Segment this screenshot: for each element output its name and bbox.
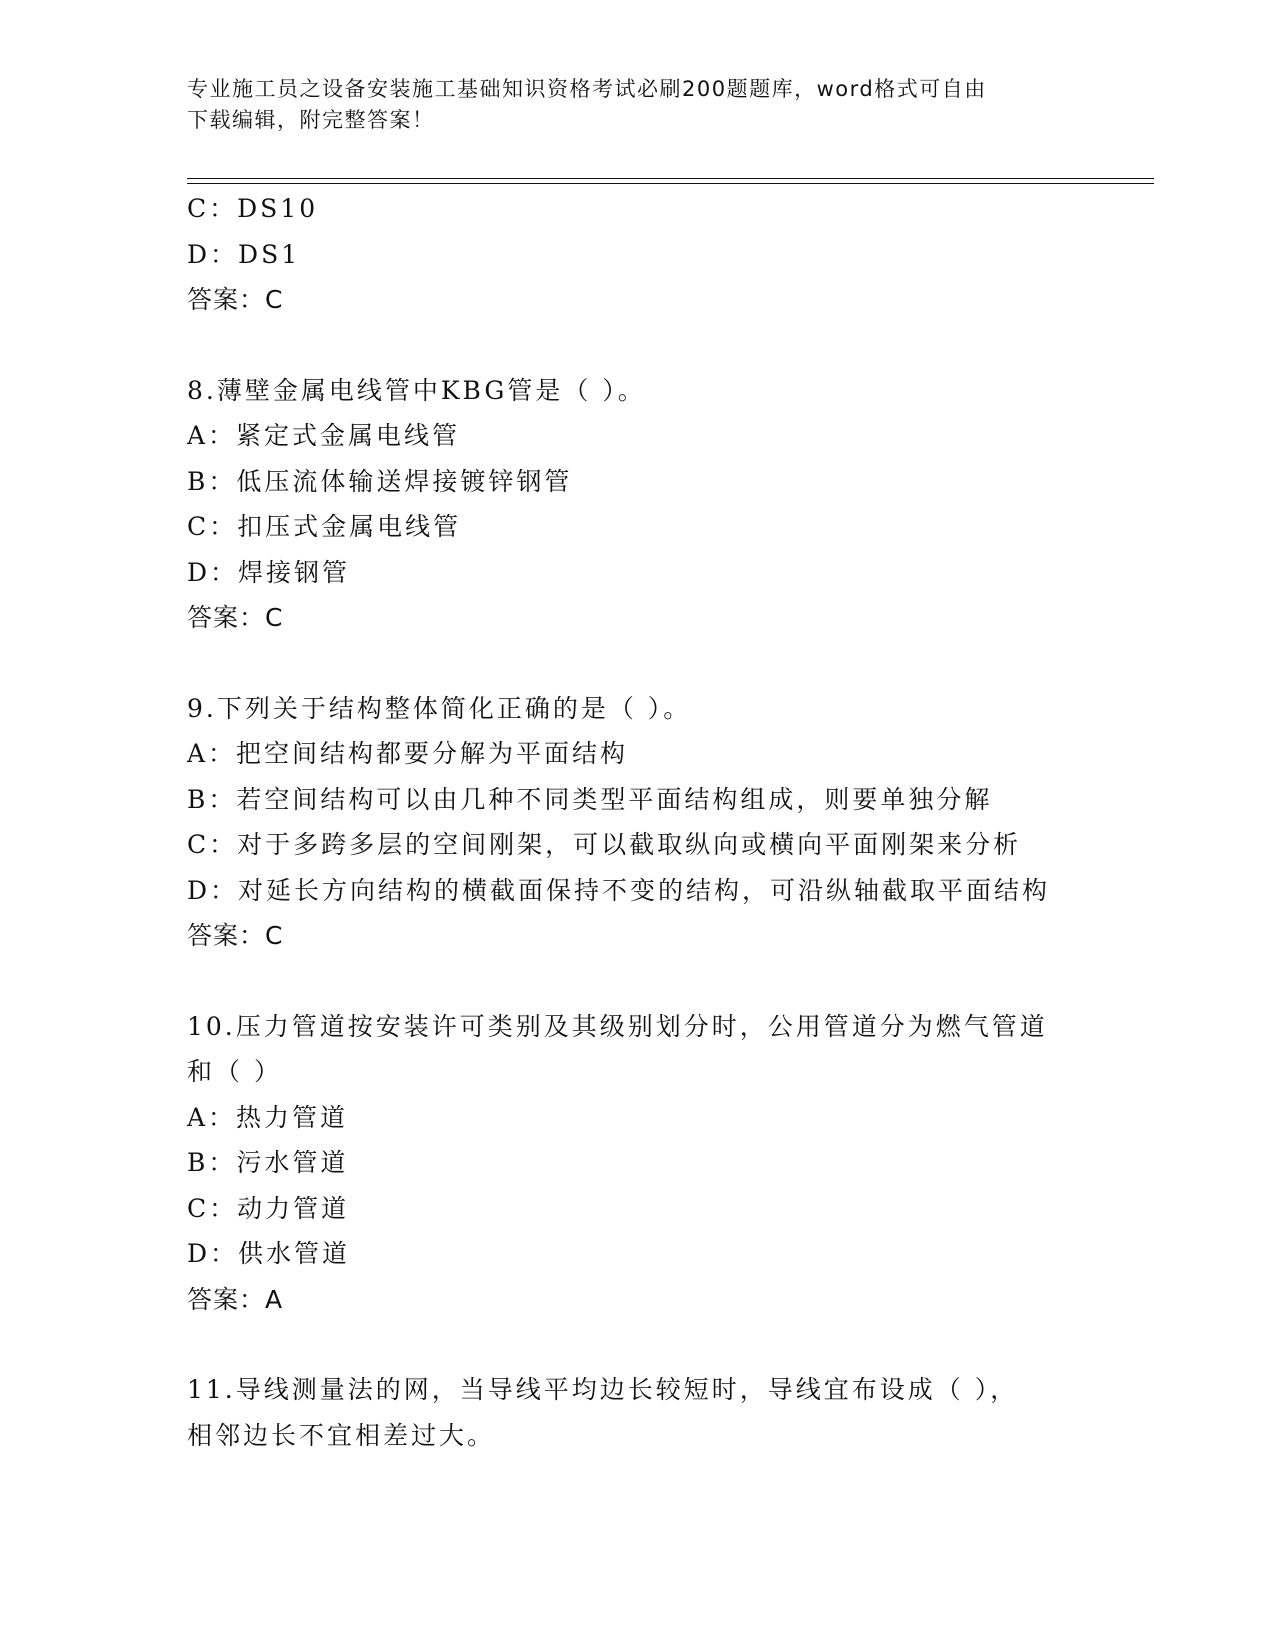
question-10 <box>187 1004 1087 1323</box>
question-stem: 9.下列关于结构整体简化正确的是（ ）。 <box>187 693 692 723</box>
question-stem: 11.导线测量法的网，当导线平均边长较短时，导线宜布设成（ ）， <box>187 1375 1019 1404</box>
question-list <box>187 186 1087 1458</box>
question-8 <box>187 368 1087 641</box>
question-stem-continued: 相邻边长不宜相差过大。 <box>187 1420 496 1450</box>
question-stem: 8.薄壁金属电线管中KBG管是（ ）。 <box>187 375 646 405</box>
option-d: D：DS1 <box>187 239 301 269</box>
option-d: D：对延长方向结构的横截面保持不变的结构，可沿纵轴截取平面结构 <box>187 875 1051 905</box>
header-divider-bottom <box>187 183 1154 184</box>
option-c: C：扣压式金属电线管 <box>187 512 462 541</box>
option-b: B：低压流体输送焊接镀锌钢管 <box>187 466 573 496</box>
header-title-line-2: 下载编辑，附完整答案！ <box>187 108 435 132</box>
header-divider-top <box>187 178 1154 179</box>
option-d: D：供水管道 <box>187 1239 351 1268</box>
question-7-continuation <box>187 186 1087 323</box>
option-b: B：污水管道 <box>187 1148 349 1177</box>
question-11 <box>187 1367 1087 1458</box>
question-9 <box>187 686 1087 959</box>
header-title-line-1: 专业施工员之设备安装施工基础知识资格考试必刷200题题库，word格式可自由 <box>187 77 987 101</box>
option-c: C：DS10 <box>187 194 319 223</box>
option-c: C：动力管道 <box>187 1193 350 1223</box>
option-a: A：紧定式金属电线管 <box>187 421 461 450</box>
answer: 答案：C <box>187 285 284 314</box>
question-stem: 10.压力管道按安装许可类别及其级别划分时，公用管道分为燃气管道 <box>187 1011 1048 1041</box>
answer: 答案：C <box>187 921 284 950</box>
question-stem-continued: 和（ ） <box>187 1057 282 1086</box>
option-c: C：对于多跨多层的空间刚架，可以截取纵向或横向平面刚架来分析 <box>187 830 1022 859</box>
option-a: A：把空间结构都要分解为平面结构 <box>187 739 629 768</box>
option-b: B：若空间结构可以由几种不同类型平面结构组成，则要单独分解 <box>187 784 993 814</box>
answer: 答案：C <box>187 603 284 632</box>
document-header <box>187 74 1077 136</box>
answer: 答案：A <box>187 1284 284 1314</box>
option-a: A：热力管道 <box>187 1102 349 1132</box>
option-d: D：焊接钢管 <box>187 557 351 587</box>
